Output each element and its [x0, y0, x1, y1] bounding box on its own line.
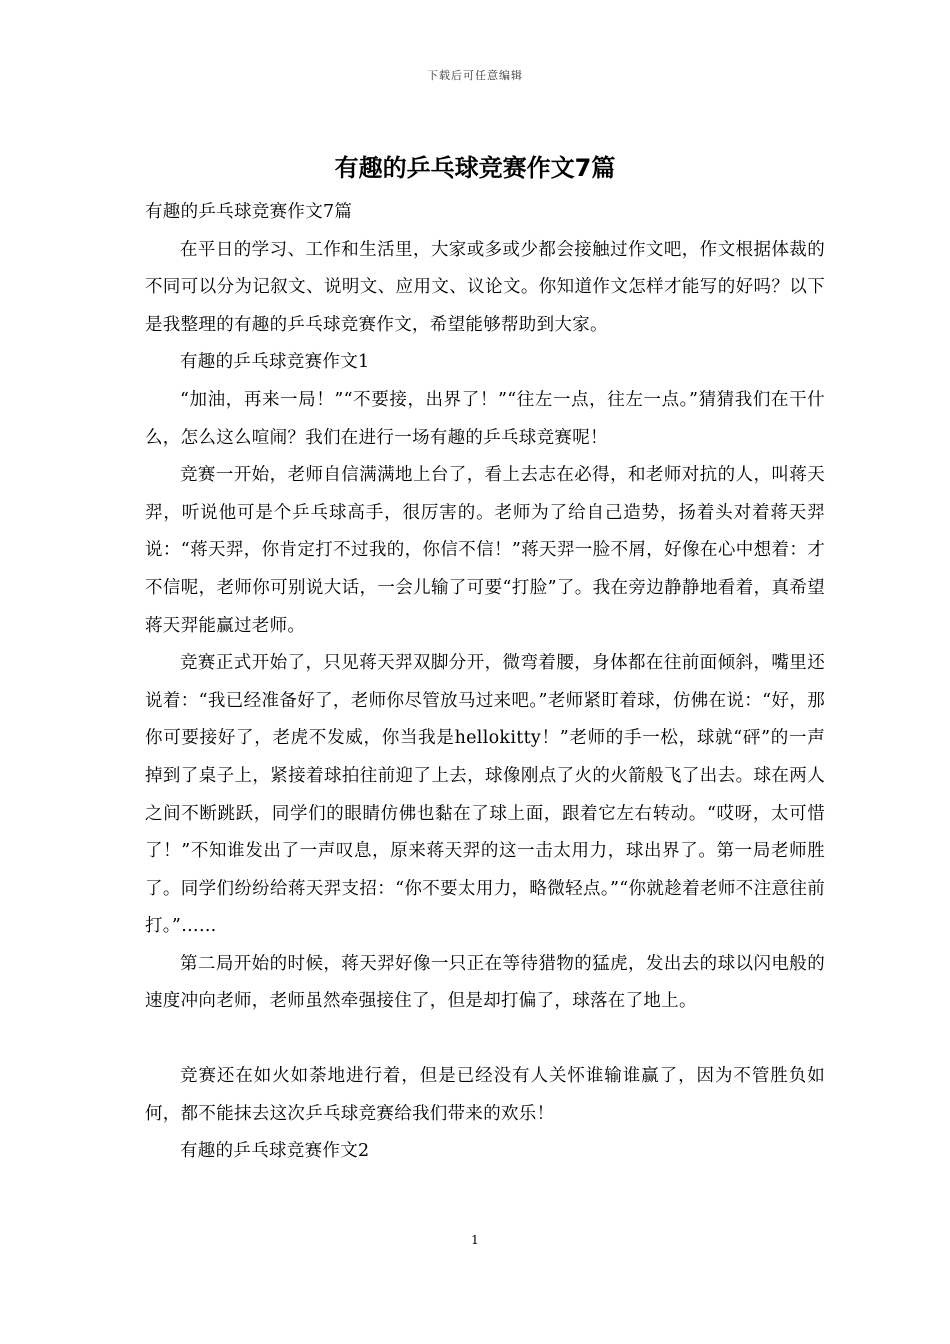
subtitle-paragraph: 有趣的乒乓球竞赛作文7篇 [145, 202, 353, 222]
body-paragraph: 竞赛正式开始了，只见蒋天羿双脚分开，微弯着腰，身体都在往前面倾斜，嘴里还说着：“我已经准备好了，老师你尽管放马过来吧。”老师紧盯着球，仿佛在说：“好，那你可要接好了，老虎不发威，你当我是hellokitty！”老师的手一松，球就“砰”的一声掉到了桌子上，紧接着球拍往前迎了上去，球像刚点了火的火箭般飞了出去。球在两人之间不断跳跃，同学们的眼睛仿佛也黏在了球上面，跟着它左右转动。“哎呀，太可惜了！”不知谁发出了一声叹息，原来蒋天羿的这一击太用力，球出界了。第一局老师胜了。同学们纷纷给蒋天羿支招：“你不要太用力，略微轻点。”“你就趁着老师不注意往前打。”…… [145, 653, 825, 937]
body-paragraph: 第二局开始的时候，蒋天羿好像一只正在等待猎物的猛虎，发出去的球以闪电般的速度冲向老师，老师虽然牵强接住了，但是却打偏了，球落在了地上。 [145, 953, 825, 1012]
intro-paragraph: 在平日的学习、工作和生活里，大家或多或少都会接触过作文吧，作文根据体裁的不同可以分为记叙文、说明文、应用文、议论文。你知道作文怎样才能写的好吗？以下是我整理的有趣的乒乓球竞赛作文，希望能够帮助到大家。 [145, 239, 825, 335]
page-number: 1 [471, 1233, 479, 1247]
body-paragraph: “加油，再来一局！”“不要接，出界了！”“往左一点，往左一点。”猜猜我们在干什么，怎么这么喧闹？我们在进行一场有趣的乒乓球竞赛呢！ [145, 389, 825, 448]
section-heading-2: 有趣的乒乓球竞赛作文2 [180, 1141, 370, 1162]
body-paragraph: 竞赛还在如火如荼地进行着，但是已经没有人关怀谁输谁赢了，因为不管胜负如何，都不能抹去这次乒乓球竞赛给我们带来的欢乐！ [145, 1066, 825, 1124]
header-note: 下载后可任意编辑 [427, 69, 523, 82]
body-paragraph: 竞赛一开始，老师自信满满地上台了，看上去志在必得，和老师对抗的人，叫蒋天羿，听说他可是个乒乓球高手，很厉害的。老师为了给自己造势，扬着头对着蒋天羿说：“蒋天羿，你肯定打不过我的，你信不信！”蒋天羿一脸不屑，好像在心中想着：才不信呢，老师你可别说大话，一会儿输了可要“打脸”了。我在旁边静静地看着，真希望蒋天羿能赢过老师。 [145, 465, 825, 636]
document-body [145, 194, 825, 1171]
section-heading-1: 有趣的乒乓球竞赛作文1 [180, 352, 370, 373]
document-title: 有趣的乒乓球竞赛作文7篇 [334, 154, 616, 182]
